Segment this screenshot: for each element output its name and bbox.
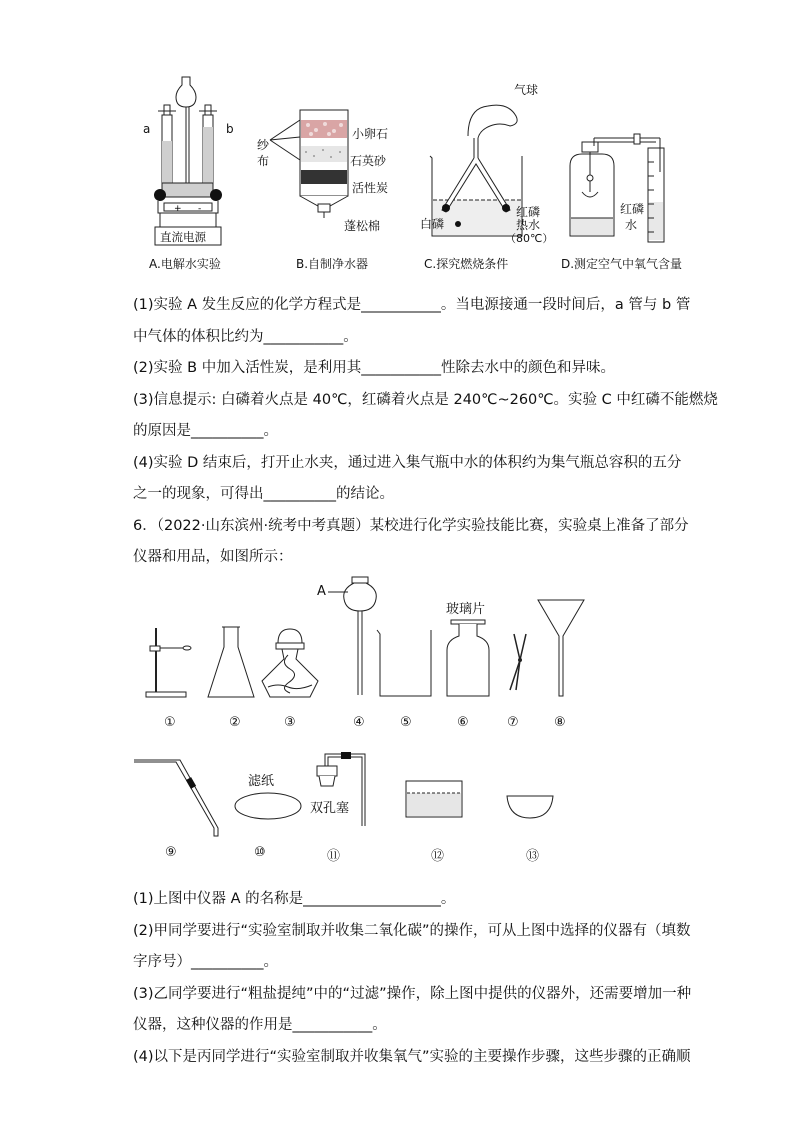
pebble-label: 小卵石 [352, 127, 389, 141]
filter-paper-label: 滤纸 [248, 774, 275, 789]
instrument-number: ⑤ [400, 715, 412, 730]
funnel [536, 598, 586, 698]
instrument-number: ⑥ [457, 715, 469, 730]
gas-collecting-bottle [443, 618, 493, 698]
caption-d: D.测定空气中氧气含量 [561, 257, 683, 271]
question-line: 的原因是__________。 [133, 423, 278, 439]
question-line: (2)甲同学要进行“实验室制取并收集二氧化碳”的操作，可从上图中选择的仪器有（填数 [133, 923, 691, 939]
quartz-sand-label: 石英砂 [350, 154, 387, 168]
instrument-number: ③ [284, 715, 296, 730]
question-line: 仪器，这种仪器的作用是___________。 [133, 1017, 387, 1033]
separatory-funnel-a [340, 577, 380, 697]
question-line: 之一的现象，可得出__________的结论。 [133, 486, 394, 502]
gauze-label-1: 纱 [257, 138, 270, 152]
tube-a-label: a [143, 122, 151, 136]
gauze-label-2: 布 [257, 154, 270, 168]
svg-text:+: + [174, 204, 182, 214]
iron-stand [144, 628, 194, 698]
question-line: (2)实验 B 中加入活性炭，是利用其___________性除去水中的颜色和异味。 [133, 360, 615, 376]
conical-flask [206, 625, 256, 700]
red-phosphorus-label-c: 红磷 [516, 205, 541, 219]
a-pointer-line [328, 590, 348, 594]
hot-water-label: 热水 [516, 218, 541, 232]
white-phosphorus-label: 白磷 [420, 217, 445, 231]
question-line: (1)上图中仪器 A 的名称是___________________。 [133, 891, 456, 907]
red-phosphorus-label-d: 红磷 [620, 202, 645, 216]
question-line: (4)以下是丙同学进行“实验室制取并收集氧气”实验的主要操作步骤，这些步骤的正确顺 [133, 1049, 691, 1065]
water-label-d: 水 [625, 218, 638, 232]
crucible-tongs [504, 632, 534, 692]
alcohol-lamp [258, 625, 318, 700]
caption-a: A.电解水实验 [149, 257, 221, 271]
instrument-number: ⑫ [431, 849, 445, 864]
problem-6-stem: 6．（2022·山东滨州·统考中考真题）某校进行化学实验技能比赛，实验桌上准备了部分 [133, 518, 689, 534]
instrument-number: ⑩ [254, 845, 266, 860]
instrument-number: ⑧ [554, 715, 566, 730]
svg-text:-: - [198, 204, 202, 214]
caption-b: B.自制净水器 [296, 257, 369, 271]
label-a: A [317, 584, 326, 599]
question-line: (4)实验 D 结束后，打开止水夹，通过进入集气瓶中水的体积约为集气瓶总容积的五分 [133, 455, 682, 471]
problem-6-stem: 仪器和用品，如图所示： [133, 549, 293, 565]
caption-c: C.探究燃烧条件 [424, 257, 509, 271]
electrolysis-apparatus [140, 75, 230, 245]
activated-carbon-label: 活性炭 [352, 181, 389, 195]
temperature-label: （80℃） [505, 232, 554, 245]
question-line: (1)实验 A 发生反应的化学方程式是___________。当电源接通一段时间后，a 管与 b 管 [133, 297, 691, 313]
filter-paper [233, 791, 303, 821]
question-line: 中气体的体积比约为___________。 [133, 329, 358, 345]
oxygen-content-apparatus [562, 132, 682, 242]
evaporating-dish [505, 794, 555, 820]
question-line: (3)乙同学要进行“粗盐提纯”中的“过滤”操作，除上图中提供的仪器外，还需要增加一种 [133, 986, 692, 1002]
question-line: 字序号）__________。 [133, 954, 278, 970]
dc-power-label: 直流电源 [160, 230, 206, 244]
question-line: (3)信息提示: 白磷着火点是 40℃，红磷着火点是 240℃~260℃。实验 C 中红磷不能燃烧 [133, 392, 718, 408]
instrument-number: ⑬ [526, 849, 540, 864]
water-trough [404, 779, 464, 819]
instrument-number: ② [229, 715, 241, 730]
bent-glass-tube [132, 758, 222, 838]
tube-b-label: b [226, 122, 234, 136]
instrument-number: ⑪ [327, 849, 341, 864]
beaker [375, 628, 435, 698]
instrument-number: ① [164, 715, 176, 730]
instrument-number: ⑨ [165, 845, 177, 860]
glass-sheet-label: 玻璃片 [446, 602, 486, 617]
instrument-number: ⑦ [507, 715, 519, 730]
instrument-number: ④ [353, 715, 365, 730]
balloon-label: 气球 [514, 83, 539, 97]
cotton-label: 蓬松棉 [344, 219, 381, 233]
gauze-pointer-lines [270, 120, 310, 160]
stopper-label: 双孔塞 [310, 801, 350, 816]
